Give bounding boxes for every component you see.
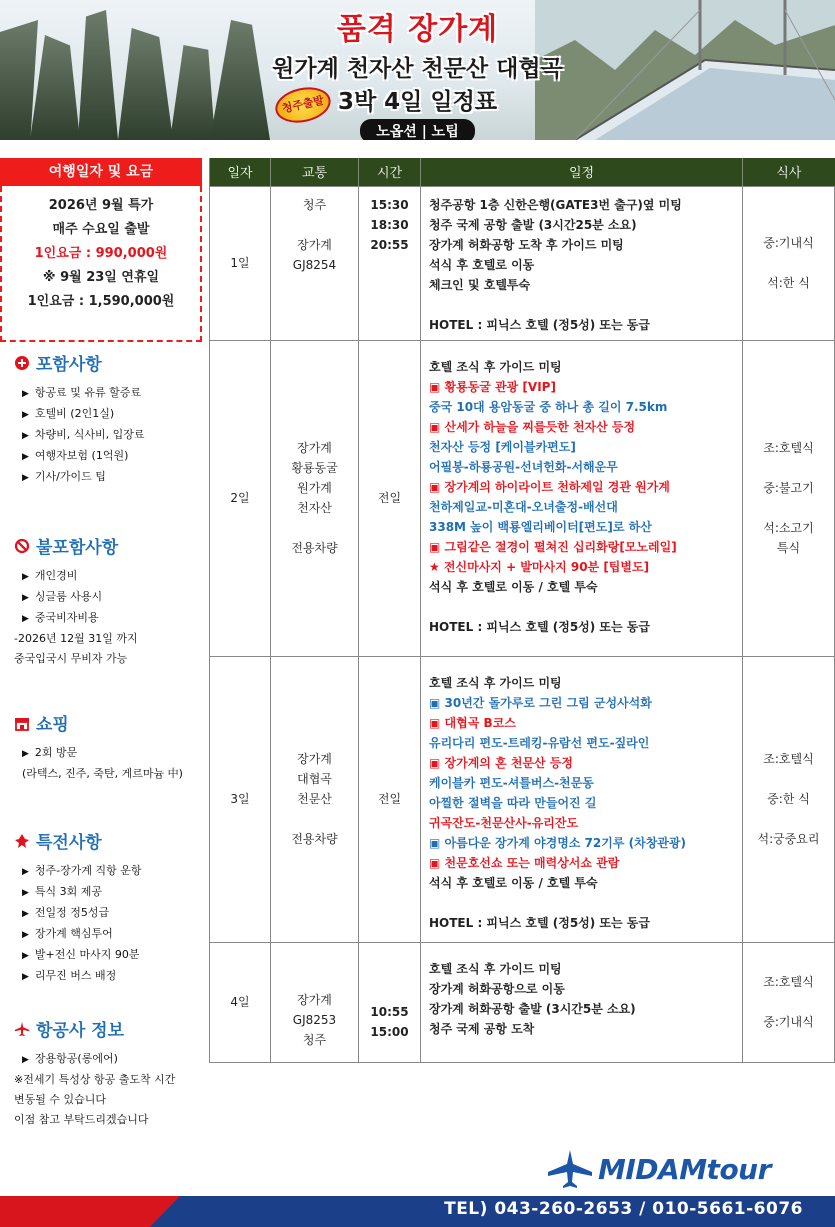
cell-line: 석:한 식	[767, 276, 810, 290]
cell-line	[743, 253, 834, 273]
cell-line: 천자산 등정 [케이블카편도]	[429, 439, 576, 454]
contact-phone: TEL) 043-260-2653 / 010-5661-6076	[444, 1199, 803, 1219]
prohibited-icon	[14, 538, 30, 554]
airline-list	[14, 1049, 209, 1130]
note-line: 변동될 수 있습니다	[14, 1093, 107, 1106]
list-item: ▶ 차량비, 식사비, 입장료	[14, 425, 209, 446]
cell-line: 15:30	[370, 197, 409, 212]
page-title: 품격 장가계	[336, 12, 499, 47]
cell-line: HOTEL : 피닉스 호텔 (정5성) 또는 동급	[429, 317, 650, 332]
included-title: 포함사항	[36, 355, 102, 375]
special-section	[14, 828, 209, 987]
cell-line: ▣ 그림같은 절경이 펼쳐진 십리화랑[모노레일]	[429, 539, 677, 554]
cell-line: 케이블카 편도-셔틀버스-천문동	[429, 775, 594, 790]
included-section	[14, 350, 209, 488]
cell-line: 10:55	[370, 1004, 409, 1019]
cell-line: ▣ 황룡동굴 관광 [VIP]	[429, 379, 556, 394]
cell-line: ▣ 장가계의 하이라이트 천하제일 경관 원가계	[429, 479, 670, 494]
list-item: ▶ 2회 방문	[14, 743, 209, 764]
header-banner	[0, 0, 835, 140]
cell-line: 청주 국제 공항 도착	[429, 1021, 535, 1036]
transport-cell	[271, 340, 359, 656]
shopping-list	[14, 743, 209, 784]
header-day: 일자	[210, 158, 271, 186]
list-item: ▶ 발+전신 마사지 90분	[14, 945, 209, 966]
cell-line: GJ8253	[292, 1012, 337, 1027]
cell-line: ▣ 아름다운 장가계 야경명소 72기루 (차창관광)	[429, 835, 686, 850]
shopping-heading	[14, 710, 209, 735]
schedule-cell	[421, 656, 743, 942]
cell-line: 338M 높이 백룡엘리베이터[편도]로 하산	[429, 519, 652, 534]
cell-line: 귀곡잔도-천문산사-유리잔도	[429, 815, 579, 830]
excluded-title: 불포함사항	[36, 538, 119, 558]
cell-line	[743, 498, 834, 518]
cell-line: 석식 후 호텔로 이동 / 호텔 투숙	[429, 579, 598, 594]
cell-line: 20:55	[370, 237, 409, 252]
list-item: ▶ 기사/가이드 팁	[14, 467, 209, 488]
cell-line: 중국 10대 용암동굴 중 하나 총 길이 7.5km	[429, 399, 668, 414]
airline-section	[14, 1016, 209, 1130]
cell-line: 2일	[230, 491, 250, 505]
cell-line: 3일	[230, 792, 250, 806]
list-item: ▶ 여행자보험 (1억원)	[14, 446, 209, 467]
time-cell	[359, 942, 421, 1062]
cell-line: 4일	[230, 995, 250, 1009]
header-transport: 교통	[271, 158, 359, 186]
cell-line: 중:기내식	[763, 1015, 814, 1029]
special-list	[14, 861, 209, 987]
cell-line	[271, 215, 358, 235]
cell-line: 15:00	[370, 1024, 409, 1039]
itinerary-body	[210, 186, 835, 1062]
cell-line: ★ 전신마사지 + 발마사지 90분 [팁별도]	[429, 559, 650, 574]
cell-line: 중:한 식	[767, 792, 810, 806]
cell-line	[743, 809, 834, 829]
pricing-line: 1인요금 : 1,590,000원	[27, 294, 175, 309]
note-line: 이점 참고 부탁드리겠습니다	[14, 1113, 149, 1126]
schedule-cell	[421, 942, 743, 1062]
airline-heading	[14, 1016, 209, 1041]
schedule-cell	[421, 186, 743, 340]
cell-line: ▣ 산세가 하늘을 찌를듯한 천자산 등정	[429, 419, 636, 434]
cell-line: 대협곡	[297, 772, 332, 786]
airplane-icon	[14, 1021, 30, 1037]
cell-line: 장가계	[297, 992, 332, 1007]
cell-line: 전용차량	[291, 832, 338, 846]
cell-line: 황룡동굴	[291, 461, 338, 475]
shopping-section	[14, 710, 209, 784]
logo-text: MIDAMtour	[598, 1152, 771, 1186]
duration-label: 3박 4일 일정표	[337, 89, 498, 115]
cell-line: GJ8254	[292, 257, 337, 272]
no-option-tag: 노옵션 | 노팁	[360, 119, 474, 140]
list-item: ▶ 호텔비 (2인1실)	[14, 404, 209, 425]
included-heading	[14, 350, 209, 375]
cell-line	[743, 458, 834, 478]
pricing-heading: 여행일자 및 요금	[0, 158, 202, 186]
cell-line: 조:호텔식	[763, 975, 814, 989]
cell-line: 석:궁중요리	[757, 832, 820, 846]
cell-line: 중:기내식	[763, 236, 814, 250]
cell-line	[743, 769, 834, 789]
mountain-peak-image	[78, 10, 118, 140]
airline-title: 항공사 정보	[36, 1021, 125, 1041]
cell-line: ▣ 장가계의 혼 천문산 등정	[429, 755, 573, 770]
day-cell	[210, 942, 271, 1062]
time-cell	[359, 186, 421, 340]
cell-line: 천문산	[297, 792, 332, 806]
cell-line: 장가계	[297, 752, 332, 766]
list-item: ▶ 장용항공(롱에어)	[14, 1049, 209, 1070]
shopping-title: 쇼핑	[36, 715, 69, 735]
page-subtitle: 원가계 천자산 천문산 대협곡	[272, 56, 563, 82]
cell-line: 천자산	[297, 501, 332, 515]
cell-line	[271, 518, 358, 538]
meal-cell	[743, 340, 835, 656]
cell-line: 청주 국제 공항 출발 (3시간25분 소요)	[429, 217, 637, 232]
cell-line: 호텔 조식 후 가이드 미팅	[429, 961, 562, 976]
cell-line: 장가계 허화공항 도착 후 가이드 미팅	[429, 237, 624, 252]
footer-bar	[0, 1196, 835, 1227]
cell-line: 석:소고기	[763, 521, 814, 535]
note-line: -2026년 12월 31일 까지	[14, 632, 138, 645]
cell-line: 유리다리 편도-트레킹-유람선 편도-짚라인	[429, 735, 650, 750]
cell-line: 전용차량	[291, 541, 338, 555]
note-line: ※전세기 특성상 항공 출도착 시간	[14, 1073, 176, 1086]
cell-line: 장가계	[297, 237, 332, 252]
cell-line: 장가계	[297, 441, 332, 455]
transport-cell	[271, 942, 359, 1062]
pricing-line: 1인요금 : 990,000원	[34, 246, 168, 261]
list-item: ▶ 전일정 정5성급	[14, 903, 209, 924]
meal-cell	[743, 656, 835, 942]
day-row	[210, 186, 835, 340]
cell-line	[429, 893, 742, 913]
time-cell	[359, 340, 421, 656]
footer-accent	[0, 1196, 150, 1227]
cell-line: 조:호텔식	[763, 752, 814, 766]
cell-line: 석식 후 호텔로 이동	[429, 257, 535, 272]
cell-line: ▣ 천문호선쇼 또는 매력상서쇼 관람	[429, 855, 620, 870]
cell-line: 체크인 및 호텔투숙	[429, 277, 531, 292]
cell-line	[429, 597, 742, 617]
included-list	[14, 383, 209, 488]
note-line: (라텍스, 진주, 죽탄, 게르마늄 中)	[22, 767, 183, 780]
mountain-peak-image	[170, 45, 215, 140]
day-cell	[210, 656, 271, 942]
cell-line: HOTEL : 피닉스 호텔 (정5성) 또는 동급	[429, 915, 650, 930]
excluded-list	[14, 566, 209, 669]
company-logo	[548, 1150, 771, 1188]
special-title: 특전사항	[36, 833, 102, 853]
header-meals: 식사	[743, 158, 835, 186]
schedule-cell	[421, 340, 743, 656]
day-cell	[210, 340, 271, 656]
cell-line: 석식 후 호텔로 이동 / 호텔 투숙	[429, 875, 598, 890]
meal-cell	[743, 186, 835, 340]
transport-cell	[271, 186, 359, 340]
day-cell	[210, 186, 271, 340]
day-row	[210, 942, 835, 1062]
time-cell	[359, 656, 421, 942]
meal-cell	[743, 942, 835, 1062]
cell-line: ▣ 30년간 돌가루로 그린 그림 군성사석화	[429, 695, 652, 710]
day-row	[210, 656, 835, 942]
cell-line	[743, 992, 834, 1012]
cell-line: 장가계 허화공항 출발 (3시간5분 소요)	[429, 1001, 636, 1016]
cell-line	[271, 809, 358, 829]
airplane-logo-icon	[548, 1150, 592, 1188]
cell-line: 18:30	[370, 217, 409, 232]
day-row	[210, 340, 835, 656]
note-line: 중국입국시 무비자 가능	[14, 652, 128, 665]
list-item: ▶ 특식 3회 제공	[14, 882, 209, 903]
cell-line: 원가계	[297, 481, 332, 495]
cell-line: 청주	[302, 197, 327, 212]
pricing-line: ※ 9월 23일 연휴일	[42, 270, 160, 285]
cell-line: 청주공항 1층 신한은행(GATE3번 출구)옆 미팅	[429, 197, 682, 212]
cell-line: 특식	[776, 541, 801, 555]
shop-icon	[14, 715, 30, 731]
list-item: ▶ 리무진 버스 배정	[14, 966, 209, 987]
list-item: ▶ 장가계 핵심투어	[14, 924, 209, 945]
header-time: 시간	[359, 158, 421, 186]
pricing-line: 매주 수요일 출발	[52, 222, 150, 237]
header-schedule: 일정	[421, 158, 743, 186]
cell-line: 청주	[302, 1032, 327, 1047]
cell-line: 중:불고기	[763, 481, 814, 495]
plus-circle-icon	[14, 355, 30, 371]
list-item: ▶ 중국비자비용	[14, 608, 209, 629]
excluded-heading	[14, 533, 209, 558]
cell-line: 1일	[230, 256, 250, 270]
pricing-box	[0, 186, 202, 342]
cell-line: 조:호텔식	[763, 441, 814, 455]
cell-line: 호텔 조식 후 가이드 미팅	[429, 359, 562, 374]
cell-line: 전일	[377, 491, 402, 505]
table-header-row	[210, 158, 835, 186]
transport-cell	[271, 656, 359, 942]
mountain-peak-image	[0, 20, 38, 140]
list-item: ▶ 항공료 및 유류 할증료	[14, 383, 209, 404]
cell-line: ▣ 대협곡 B코스	[429, 715, 516, 730]
mountain-peak-image	[118, 28, 173, 140]
cell-line: 전일	[377, 792, 402, 806]
cell-line: 호텔 조식 후 가이드 미팅	[429, 675, 562, 690]
cell-line	[429, 295, 742, 315]
pricing-line: 2026년 9월 특가	[48, 198, 154, 213]
list-item: ▶ 싱글룸 사용시	[14, 587, 209, 608]
pin-icon	[14, 833, 30, 849]
itinerary-table	[209, 158, 835, 1063]
left-column	[0, 158, 205, 342]
cell-line: 장가계 허화공항으로 이동	[429, 981, 565, 996]
excluded-section	[14, 533, 209, 669]
cell-line: 천하제일교-미혼대-오녀출정-배선대	[429, 499, 618, 514]
mountain-peak-image	[30, 35, 80, 140]
departure-badge: 청주출발	[272, 83, 334, 128]
list-item: ▶ 청주-장가계 직항 운항	[14, 861, 209, 882]
cell-line: 아찔한 절벽을 따라 만들어진 길	[429, 795, 597, 810]
cell-line: 어필봉-하룡공원-선녀헌화-서해운무	[429, 459, 618, 474]
special-heading	[14, 828, 209, 853]
cell-line: HOTEL : 피닉스 호텔 (정5성) 또는 동급	[429, 619, 650, 634]
list-item: ▶ 개인경비	[14, 566, 209, 587]
